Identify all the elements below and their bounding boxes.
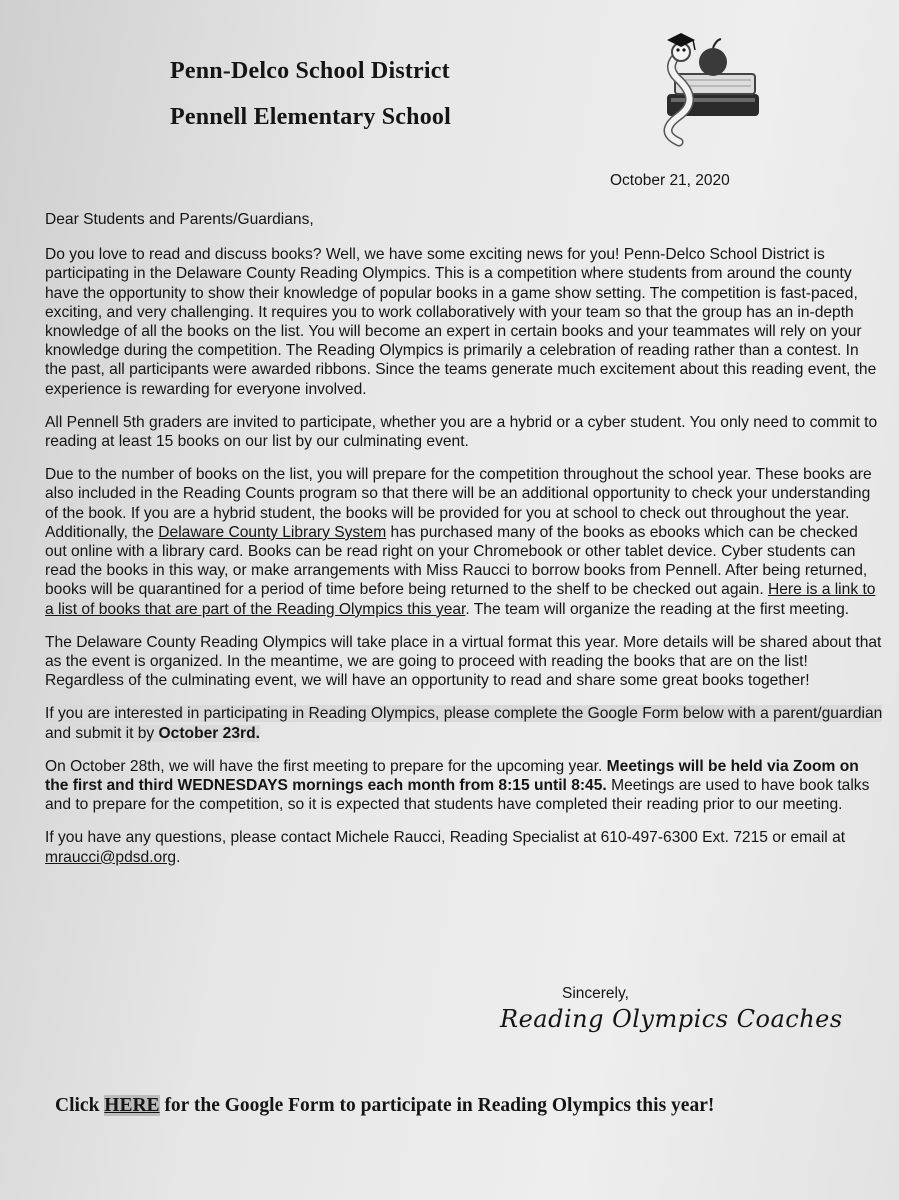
google-form-callout: Click HERE for the Google Form to participate in Reading Olympics this year! xyxy=(55,1095,715,1116)
library-system-link[interactable]: Delaware County Library System xyxy=(158,523,387,541)
letter-body xyxy=(45,210,883,881)
closing: Sincerely, xyxy=(562,985,629,1002)
letter-date: October 21, 2020 xyxy=(610,172,730,189)
email-link[interactable]: mraucci@pdsd.org xyxy=(45,848,177,866)
paragraph-intro: Do you love to read and discuss books? Well, we have some exciting news for you! Penn-Delco School District is participating in the Delaware County Reading Olympics. This is a competition where students from around the county have the opportunity to show their knowledge of popular books in a game show setting. The competition is fast-paced, exciting, and very challenging. It requires you to work collaboratively with your team so that the group has an in-depth knowledge of all the books on the list. You will become an expert in certain books and your teammates will rely on your knowledge during the competition. The Reading Olympics is primarily a celebration of reading rather than a contest. In the past, all participants were awarded ribbons. Since the teams generate much excitement about this reading event, the experience is rewarding for everyone involved. xyxy=(45,246,877,398)
bookworm-mascot-icon xyxy=(645,22,765,152)
district-name: Penn-Delco School District xyxy=(170,58,450,84)
paragraph-meetings: On October 28th, we will have the first meeting to prepare for the upcoming year. Meetings will be held via Zoom on the first and third WEDNESDAYS mornings each month from 8:15 until 8:45. Meetings are used to have book talks and to prepare for the competition, so it is expected that students have completed their reading prior to our meeting. xyxy=(45,757,870,814)
google-form-link[interactable]: HERE xyxy=(104,1095,160,1116)
book-list-link[interactable]: Here is a link to a list of books that are part of the Reading Olympics this year xyxy=(45,581,876,618)
meeting-schedule: Meetings will be held via Zoom on the first and third WEDNESDAYS mornings each month from 8:15 until 8:45. xyxy=(45,757,859,795)
paragraph-signup: If you are interested in participating in Reading Olympics, please complete the Google Form below with a parent/guardian and submit it by October 23rd. xyxy=(45,705,883,742)
letterhead xyxy=(170,48,451,140)
paragraph-preparation: Due to the number of books on the list, you will prepare for the competition throughout the school year. These books are also included in the Reading Counts program so that there will be an additional opportunity to check your understanding of the book. If you are a hybrid student, the books will be provided for you at school to check out throughout the year. Additionally, the Delaware County Library System has purchased many of the books as ebooks which can be checked out online with a library card. Books can be read right on your Chromebook or other tablet device. Cyber students can read the books in this way, or make arrangements with Miss Raucci to borrow books from Pennell. After being returned, books will be quarantined for a period of time before being returned to the shelf to be checked out again. Here is a link to a list of books that are part of the Reading Olympics this year. The team will organize the reading at the first meeting. xyxy=(45,466,876,618)
school-name: Pennell Elementary School xyxy=(170,104,451,130)
salutation: Dear Students and Parents/Guardians, xyxy=(45,211,314,228)
signature: Reading Olympics Coaches xyxy=(500,1005,843,1033)
paragraph-invitation: All Pennell 5th graders are invited to participate, whether you are a hybrid or a cyber student. You only need to commit to reading at least 15 books on our list by our culminating event. xyxy=(45,413,878,451)
signup-deadline: October 23rd. xyxy=(158,724,260,742)
paragraph-virtual-format: The Delaware County Reading Olympics will take place in a virtual format this year. More details will be shared about that as the event is organized. In the meantime, we are going to proceed with reading the books that are on the list! Regardless of the culminating event, we will have an opportunity to read and share some great books together! xyxy=(45,633,882,690)
paragraph-contact: If you have any questions, please contact Michele Raucci, Reading Specialist at 610-497-6300 Ext. 7215 or email at mraucci@pdsd.org. xyxy=(45,829,846,866)
